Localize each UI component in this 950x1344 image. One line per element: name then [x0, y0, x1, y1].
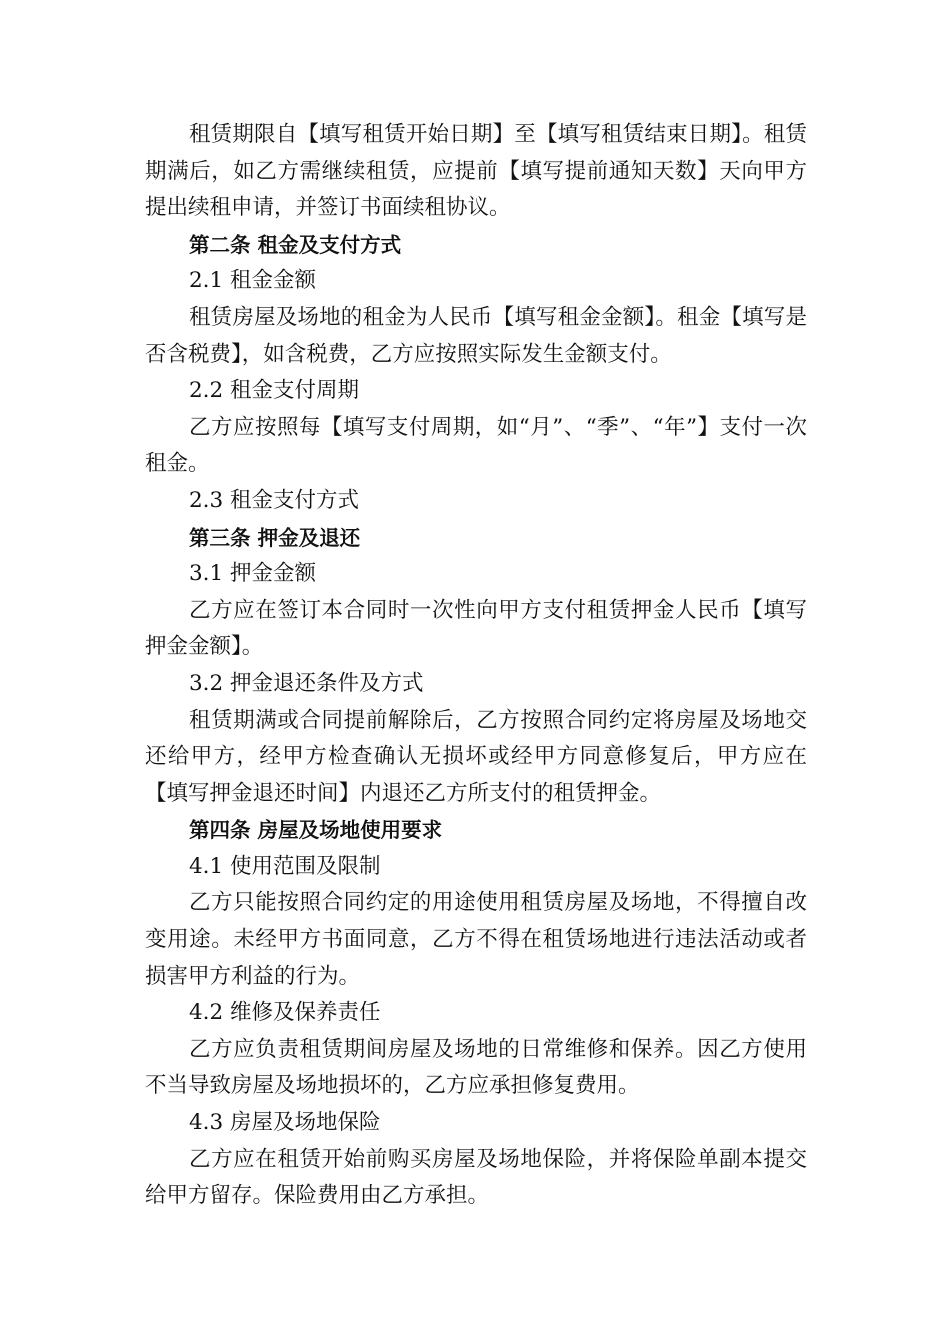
subheading-3-1: 3.1 押金金额: [189, 561, 317, 587]
subheading-2-3: 2.3 租金支付方式: [189, 487, 360, 513]
paragraph-usage-scope: 乙方只能按照合同约定的用途使用租赁房屋及场地，不得擅自改变用途。未经甲方书面同意，乙方不得在租赁场地进行违法活动或者损害甲方利益的行为。: [145, 890, 807, 989]
paragraph-deposit-amount: 乙方应在签订本合同时一次性向甲方支付租赁押金人民币【填写押金金额】。: [145, 597, 807, 660]
paragraph-payment-cycle: 乙方应按照每【填写支付周期，如“月”、“季”、“年”】支付一次租金。: [145, 414, 807, 477]
subheading-4-3: 4.3 房屋及场地保险: [189, 1110, 381, 1136]
section-heading-article-4: 第四条 房屋及场地使用要求: [189, 818, 443, 843]
document-body: [145, 117, 807, 1215]
subheading-2-2: 2.2 租金支付周期: [189, 378, 360, 404]
subheading-4-2: 4.2 维修及保养责任: [189, 1000, 381, 1026]
paragraph-insurance: 乙方应在租赁开始前购买房屋及场地保险，并将保险单副本提交给甲方留存。保险费用由乙方承担。: [145, 1146, 807, 1209]
subheading-4-1: 4.1 使用范围及限制: [189, 853, 381, 879]
paragraph-lease-term: 租赁期限自【填写租赁开始日期】至【填写租赁结束日期】。租赁期满后，如乙方需继续租赁，应提前【填写提前通知天数】天向甲方提出续租申请，并签订书面续租协议。: [145, 122, 807, 221]
paragraph-deposit-refund: 租赁期满或合同提前解除后，乙方按照合同约定将房屋及场地交还给甲方，经甲方检查确认无损坏或经甲方同意修复后，甲方应在【填写押金退还时间】内退还乙方所支付的租赁押金。: [145, 707, 807, 806]
paragraph-rent-amount: 租赁房屋及场地的租金为人民币【填写租金金额】。租金【填写是否含税费】，如含税费，乙方应按照实际发生金额支付。: [145, 304, 807, 367]
subheading-3-2: 3.2 押金退还条件及方式: [189, 670, 424, 696]
section-heading-article-2: 第二条 租金及支付方式: [189, 232, 402, 257]
subheading-2-1: 2.1 租金金额: [189, 268, 317, 294]
section-heading-article-3: 第三条 押金及退还: [189, 525, 361, 550]
paragraph-maintenance: 乙方应负责租赁期间房屋及场地的日常维修和保养。因乙方使用不当导致房屋及场地损坏的，乙方应承担修复费用。: [145, 1036, 807, 1099]
